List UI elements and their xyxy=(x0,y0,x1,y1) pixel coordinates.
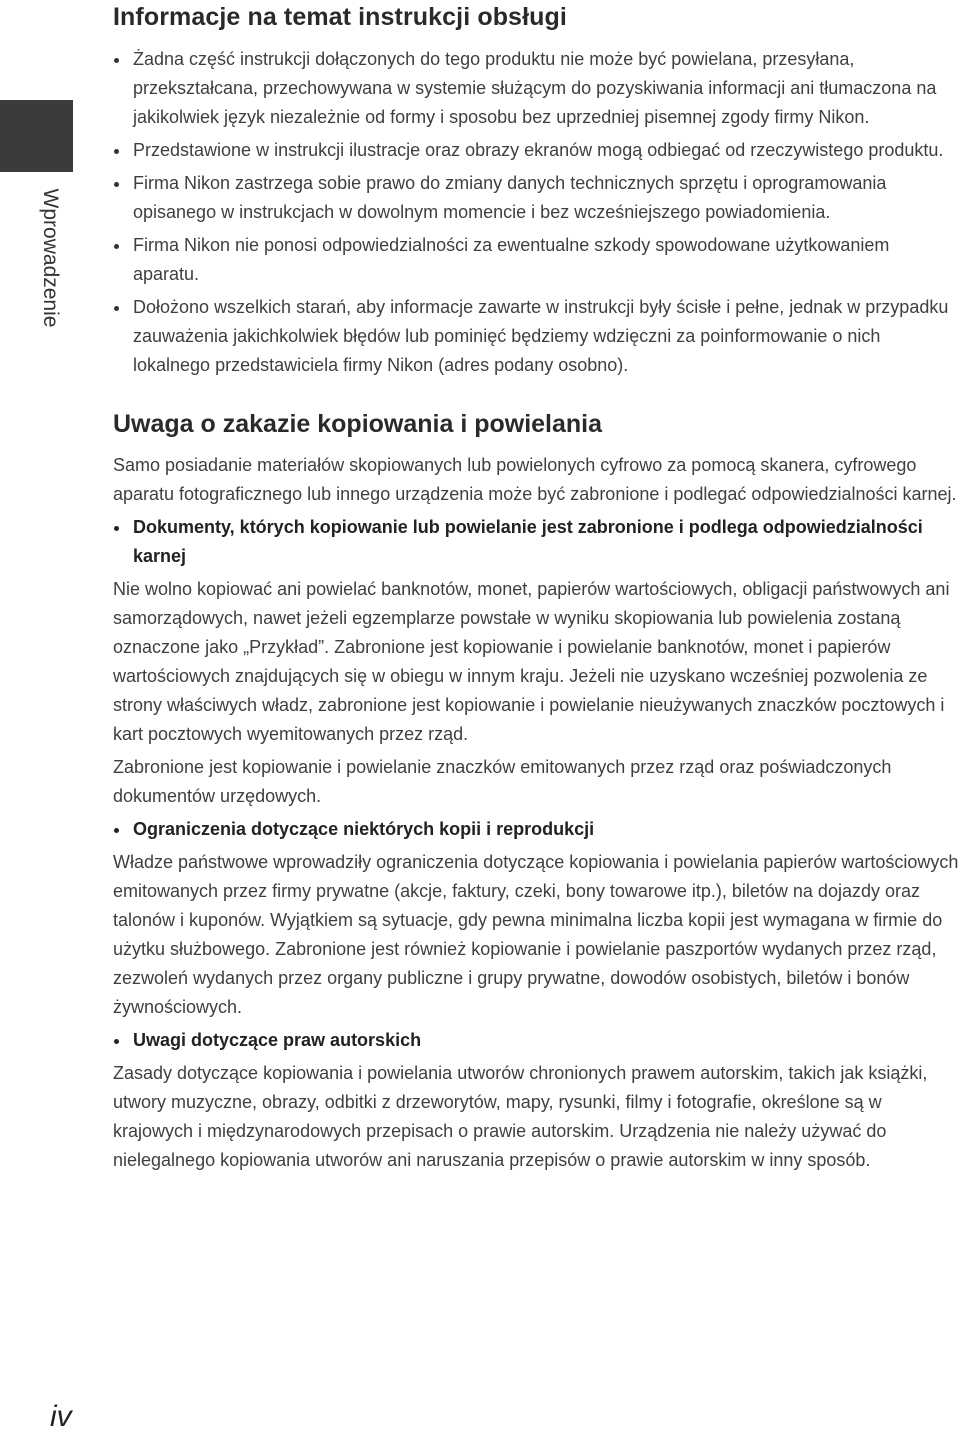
paragraph: Nie wolno kopiować ani powielać banknotów, monet, papierów wartościowych, obligacji państwowych ani samorządowych, nawet jeżeli egzemplarze powstałe w wyniku skopiowania lub powielenia zostaną oznaczone jako „Przykład”. Zabronione jest kopiowanie i powielanie banknotów, monet i papierów wartościowych znajdujących się w obiegu w innym kraju. Jeżeli nie uzyskano wcześniej pozwolenia ze strony właściwych władz, zabronione jest kopiowanie i powielanie nieużywanych znaczków pocztowych i kart pocztowych wyemitowanych przez rząd. xyxy=(113,579,950,744)
copy-notice-intro: Samo posiadanie materiałów skopiowanych lub powielonych cyfrowo za pomocą skanera, cyfrowego aparatu fotograficznego lub innego urządzenia może być zabronione i podlegać odpowiedzialności karnej. xyxy=(113,455,957,504)
page-content xyxy=(113,0,960,1179)
list-item: Firma Nikon zastrzega sobie prawo do zmiany danych technicznych sprzętu i oprogramowania opisanego w instrukcjach w dowolnym momencie i bez wcześniejszego powiadomienia. xyxy=(113,169,960,227)
section-tab-marker xyxy=(0,100,73,172)
list-item: Żadna część instrukcji dołączonych do tego produktu nie może być powielana, przesyłana, przekształcana, przechowywana w systemie służącym do pozyskiwania informacji ani tłumaczona na jakikolwiek język niezależnie od formy i sposobu bez uprzedniej pisemnej zgody firmy Nikon. xyxy=(113,45,960,132)
paragraph: Zabronione jest kopiowanie i powielanie znaczków emitowanych przez rząd oraz poświadczonych dokumentów urzędowych. xyxy=(113,757,892,806)
manual-info-list xyxy=(113,45,960,380)
list-item: Przedstawione w instrukcji ilustracje oraz obrazy ekranów mogą odbiegać od rzeczywistego produktu. xyxy=(113,136,960,165)
subsection-heading-copy-restrictions: Ograniczenia dotyczące niektórych kopii i reprodukcji xyxy=(113,815,960,844)
subsection-heading-copyright: Uwagi dotyczące praw autorskich xyxy=(113,1026,960,1055)
page-number: iv xyxy=(50,1400,72,1433)
list-item: Dołożono wszelkich starań, aby informacje zawarte w instrukcji były ścisłe i pełne, jednak w przypadku zauważenia jakichkolwiek błędów lub pominięć będziemy wdzięczni za poinformowanie o nich lokalnego przedstawiciela firmy Nikon (adres podany osobno). xyxy=(113,293,960,380)
paragraph: Zasady dotyczące kopiowania i powielania utworów chronionych prawem autorskim, takich jak książki, utwory muzyczne, obrazy, odbitki z drzeworytów, mapy, rysunki, filmy i fotografie, określone są w krajowych i międzynarodowych przepisach o prawie autorskim. Urządzenia nie należy używać do nielegalnego kopiowania utworów ani naruszania przepisów o prawie autorskim w inny sposób. xyxy=(113,1063,928,1170)
paragraph: Władze państwowe wprowadziły ograniczenia dotyczące kopiowania i powielania papierów wartościowych emitowanych przez firmy prywatne (akcje, faktury, czeki, bony towarowe itp.), biletów na dojazdy oraz talonów i kuponów. Wyjątkiem są sytuacje, gdy pewna minimalna liczba kopii jest wymagana w firmie do użytku służbowego. Zabronione jest również kopiowanie i powielanie paszportów wydanych przez rząd, zezwoleń wydanych przez organy publiczne i grupy prywatne, dowodów osobistych, biletów i bonów żywnościowych. xyxy=(113,852,959,1017)
section-side-label: Wprowadzenie xyxy=(39,188,62,328)
section-title-copy-notice: Uwaga o zakazie kopiowania i powielania xyxy=(113,410,603,438)
subsection-heading-prohibited-documents: Dokumenty, których kopiowanie lub powielanie jest zabronione i podlega odpowiedzialności karnej xyxy=(113,513,960,571)
list-item: Firma Nikon nie ponosi odpowiedzialności za ewentualne szkody spowodowane użytkowaniem aparatu. xyxy=(113,231,960,289)
section-title-manual-info: Informacje na temat instrukcji obsługi xyxy=(113,3,567,31)
